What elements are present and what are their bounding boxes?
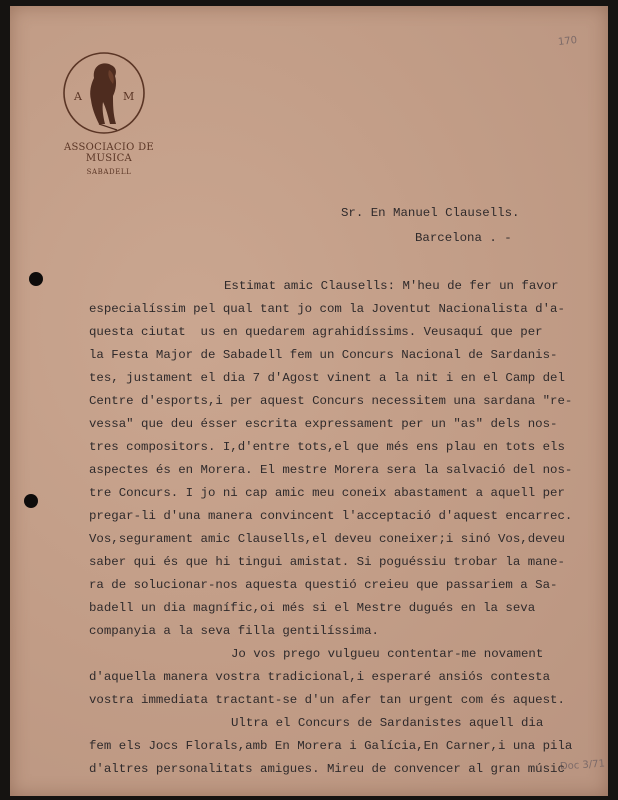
organization-name: ASSOCIACIO DE MUSICA: [64, 142, 154, 164]
letter-line: aspectes és en Morera. El mestre Morera sera la salvació del nos-: [89, 463, 573, 477]
letter-line: fem els Jocs Florals,amb En Morera i Galícia,En Carner,i una pila: [89, 739, 573, 753]
letter-line: tres compositors. I,d'entre tots,el que més ens plau en tots els: [89, 440, 565, 454]
organization-city: SABADELL: [86, 168, 132, 176]
logo-letter-m: M: [123, 90, 135, 103]
letter-line: Centre d'esports,i per aquest Concurs necessitem una sardana "re-: [89, 394, 573, 408]
letter-line: vessa" que deu ésser escrita expressament per un "as" dels nos-: [89, 417, 558, 431]
letter-line: Ultra el Concurs de Sardanistes aquell dia: [231, 716, 544, 730]
letter-line: ra de solucionar-nos aquesta questió creieu que passariem a Sa-: [89, 578, 558, 592]
letter-line: pregar-li d'una manera convincent l'acceptació d'aquest encarrec.: [89, 509, 573, 523]
letter-line: Estimat amic Clausells: M'heu de fer un favor: [224, 279, 559, 293]
recipient-city: Barcelona . -: [415, 231, 512, 245]
letter-line: companyia a la seva filla gentilíssima.: [89, 624, 379, 638]
logo-letter-a: A: [74, 90, 82, 103]
letter-line: Vos,segurament amic Clausells,el deveu coneixer;i sinó Vos,deveu: [89, 532, 565, 546]
letter-line: d'altres personalitats amigues. Mireu de convencer al gran músic: [89, 762, 565, 776]
archive-number: 170: [557, 35, 578, 48]
letterhead-text: [40, 142, 178, 176]
recipient-name: Sr. En Manuel Clausells.: [341, 206, 520, 220]
document-reference: Doc 3/71: [559, 758, 606, 773]
letter-line: Jo vos prego vulgueu contentar-me novament: [231, 647, 544, 661]
letter-line: vostra immediata tractant-se d'un afer tan urgent com és aquest.: [89, 693, 565, 707]
letter-page: [10, 6, 608, 796]
letter-line: tre Concurs. I jo ni cap amic meu coneix abastament a aquell per: [89, 486, 565, 500]
letter-line: especialíssim pel qual tant jo com la Joventut Nacionalista d'a-: [89, 302, 565, 316]
letter-line: tes, justament el dia 7 d'Agost vinent a la nit i en el Camp del: [89, 371, 565, 385]
letter-line: questa ciutat us en quedarem agrahidíssims. Veusaquí que per: [89, 325, 543, 339]
letter-line: d'aquella manera vostra tradicional,i esperaré ansiós contesta: [89, 670, 551, 684]
association-logo-icon: [61, 50, 147, 136]
punch-hole: [29, 272, 43, 286]
letter-line: la Festa Major de Sabadell fem un Concurs Nacional de Sardanis-: [89, 348, 558, 362]
letter-line: badell un dia magnífic,oi més si el Mestre dugués en la seva: [89, 601, 536, 615]
punch-hole: [24, 494, 38, 508]
letter-line: saber qui és que hi tingui amistat. Si poguéssiu trobar la mane-: [89, 555, 565, 569]
